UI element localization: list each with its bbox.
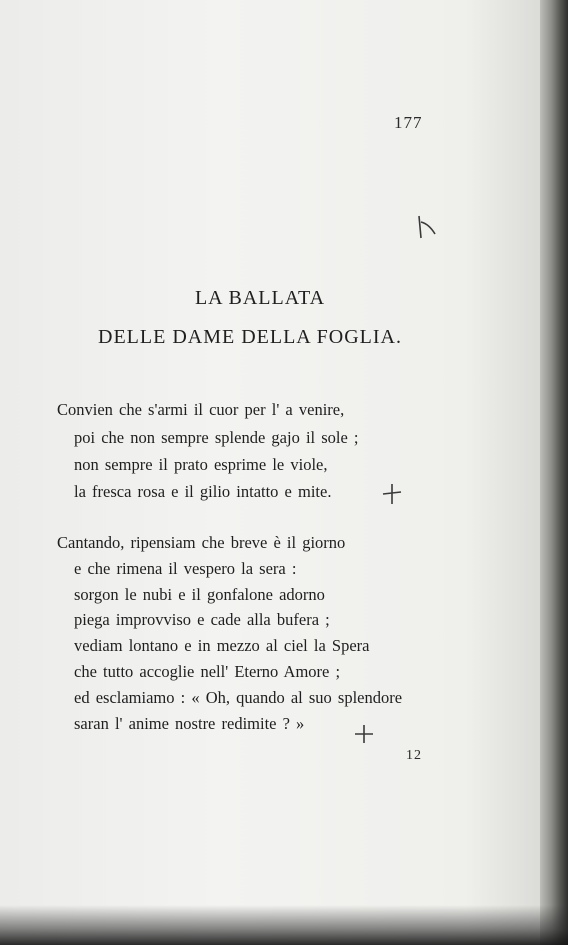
stanza1-line-4: la fresca rosa e il gilio intatto e mite. [74,482,332,501]
poem-title-line-2: DELLE DAME DELLA FOGLIA. [98,326,402,348]
stanza1-line-3: non sempre il prato esprime le viole, [74,455,328,474]
stanza2-line-4: piega improvviso e cade alla bufera ; [74,610,330,629]
bottom-edge-shadow [0,905,568,945]
stanza1-line-1: Convien che s'armi il cuor per l' a venire, [57,400,345,419]
stanza1-line-2: poi che non sempre splende gajo il sole ; [74,428,359,447]
stanza2-line-6: che tutto accoglie nell' Eterno Amore ; [74,662,341,681]
stanza2-line-1: Cantando, ripensiam che breve è il giorno [57,533,346,552]
page-number: 177 [394,113,423,132]
page-edge-shadow [540,0,568,945]
stanza2-line-3: sorgon le nubi e il gonfalone adorno [74,585,325,604]
handwritten-plus-mark [380,480,404,508]
handwritten-x-mark [415,212,439,242]
stanza2-line-2: e che rimena il vespero la sera : [74,559,297,578]
stanza2-line-7: ed esclamiamo : « Oh, quando al suo splendore [74,688,403,707]
stanza2-line-5: vediam lontano e in mezzo al ciel la Spera [74,636,370,655]
handwritten-plus-mark-2 [352,722,376,746]
signature-number: 12 [406,748,422,763]
stanza2-line-8: saran l' anime nostre redimite ? » [74,714,305,733]
poem-title-line-1: LA BALLATA [194,287,326,309]
